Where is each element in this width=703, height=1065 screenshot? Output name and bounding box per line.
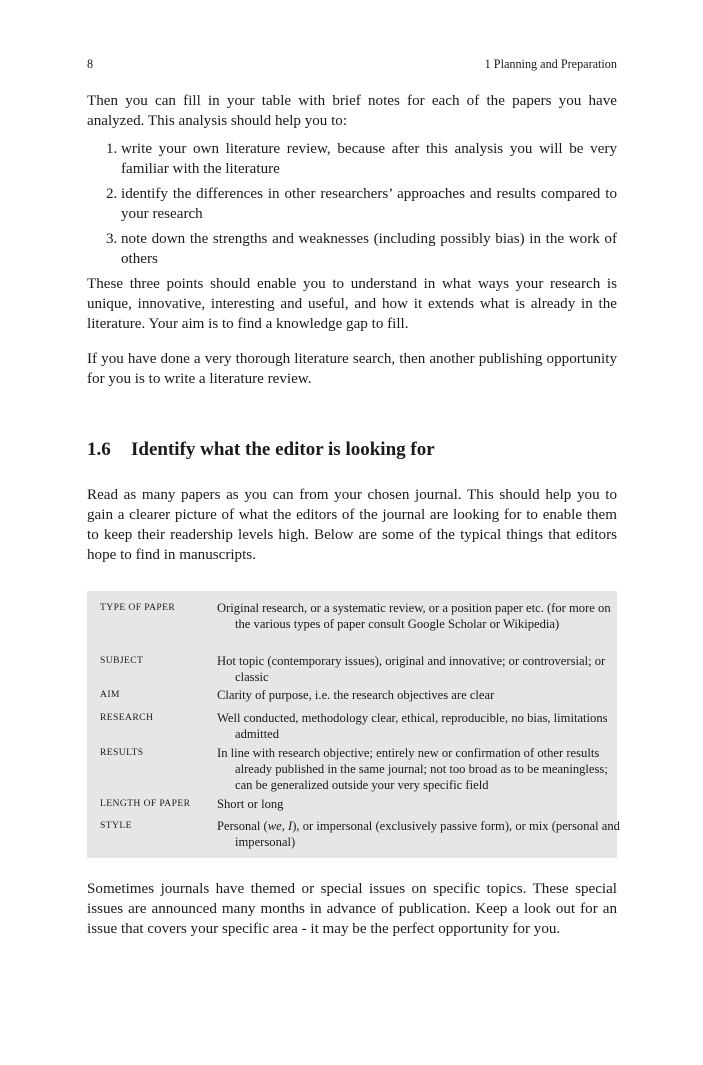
row-label: RESEARCH: [100, 712, 154, 723]
list-item: [87, 139, 617, 179]
row-description: Clarity of purpose, i.e. the research objectives are clear: [217, 688, 495, 702]
row-description: Original research, or a systematic review, or a position paper etc. (for more on the various types of paper consult Google Scholar or Wikipedia): [217, 601, 611, 631]
paragraph-literature-review: If you have done a very thorough literature search, then another publishing opportunity for you is to write a literature review.: [87, 351, 617, 387]
row-description: [217, 818, 625, 850]
page-number: 8: [87, 57, 94, 71]
row-label: AIM: [100, 689, 120, 700]
row-label: TYPE OF PAPER: [100, 602, 176, 613]
list-item-number: 1.: [106, 141, 118, 157]
list-item-number: 3.: [106, 231, 118, 247]
list-item-text: write your own literature review, because after this analysis you will be very familiar with the literature: [121, 141, 617, 177]
section-title: Identify what the editor is looking for: [131, 439, 435, 460]
list-item-text: identify the differences in other researchers’ approaches and results compared to your research: [121, 186, 617, 222]
intro-paragraph: Then you can fill in your table with brief notes for each of the papers you have analyzed. This analysis should help you to:: [87, 93, 617, 129]
paragraph-three-points: These three points should enable you to understand in what ways your research is unique, innovative, interesting and useful, and how it extends what is already in the literature. Your aim is to find a knowledge gap to fill.: [87, 276, 617, 332]
chapter-title: 1 Planning and Preparation: [484, 57, 617, 71]
style-i: I: [288, 819, 293, 833]
row-label: STYLE: [100, 820, 132, 831]
numbered-list: [87, 139, 617, 274]
style-we: we: [267, 819, 282, 833]
paragraph-editor-expectations: Read as many papers as you can from your chosen journal. This should help you to gain a clearer picture of what the editors of the journal are looking for to enable them to keep their readership levels high. Below are some of the typical things that editors hope to find in manuscripts.: [87, 487, 617, 563]
list-item-number: 2.: [106, 186, 118, 202]
list-item: [87, 184, 617, 224]
paragraph-special-issues: Sometimes journals have themed or special issues on specific topics. These special issues are announced many months in advance of publication. Keep a look out for an issue that covers your specific area - it may be the perfect opportunity for you.: [87, 881, 617, 937]
row-description: Well conducted, methodology clear, ethical, reproducible, no bias, limitations admitted: [217, 711, 608, 741]
row-description: Hot topic (contemporary issues), original and innovative; or controversial; or classic: [217, 654, 606, 684]
row-description: Short or long: [217, 797, 284, 811]
section-heading: [87, 437, 617, 463]
row-label: LENGTH OF PAPER: [100, 798, 191, 809]
style-text-before: Personal (: [217, 819, 268, 833]
style-text-after: ), or impersonal (exclusively passive form), or mix (personal and impersonal): [235, 819, 620, 849]
row-label: SUBJECT: [100, 655, 144, 666]
list-item: [87, 229, 617, 269]
row-description: In line with research objective; entirely new or confirmation of other results already published in the same journal; not too broad as to be meaningless; can be generalized outside your very specific field: [217, 746, 608, 792]
editor-criteria-table: [87, 591, 620, 858]
style-comma: ,: [281, 819, 289, 833]
section-number: 1.6: [87, 439, 111, 460]
list-item-text: note down the strengths and weaknesses (including possibly bias) in the work of others: [121, 231, 617, 267]
row-label: RESULTS: [100, 747, 144, 758]
